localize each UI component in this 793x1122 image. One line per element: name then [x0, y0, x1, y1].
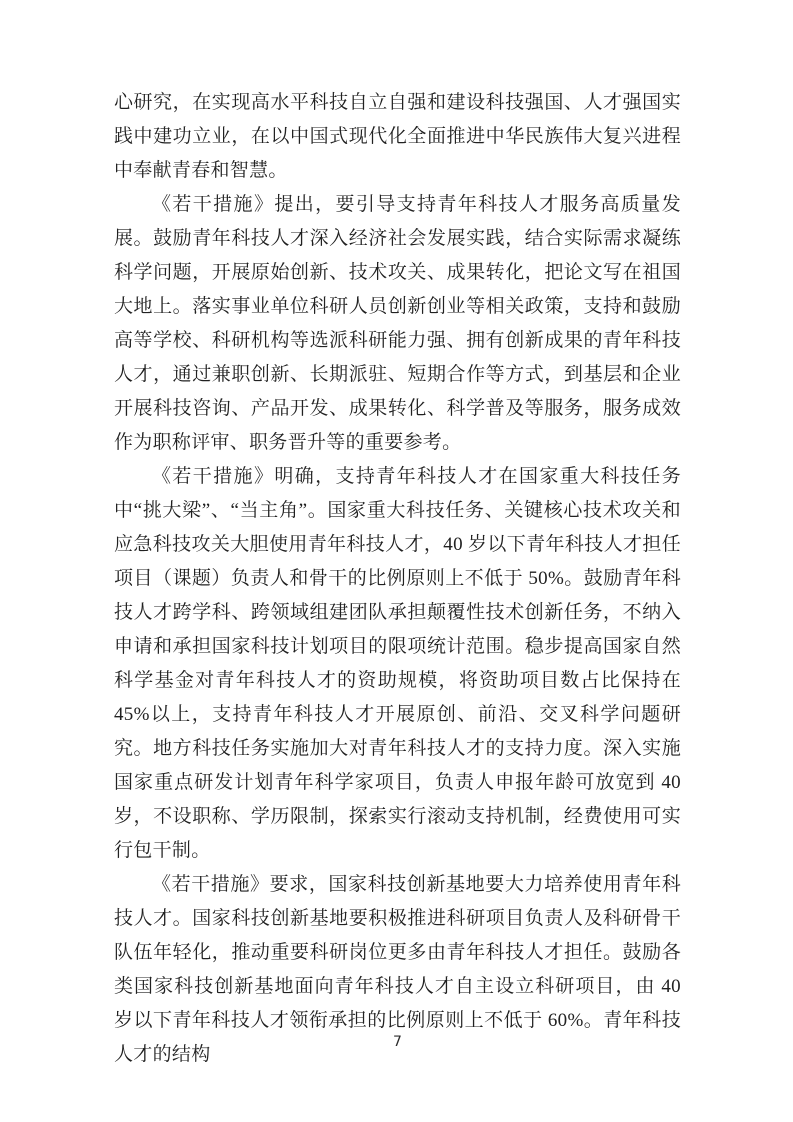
paragraph: 《若干措施》提出，要引导支持青年科技人才服务高质量发展。鼓励青年科技人才深入经济社会发展实践，结合实际需求凝练科学问题，开展原始创新、技术攻关、成果转化，把论文写在祖国大地上。落实事业单位科研人员创新创业等相关政策，支持和鼓励高等学校、科研机构等选派科研能力强、拥有创新成果的青年科技人才，通过兼职创新、长期派驻、短期合作等方式，到基层和企业开展科技咨询、产品开发、成果转化、科学普及等服务，服务成效作为职称评审、职务晋升等的重要参考。	[114, 194, 681, 453]
paragraph: 心研究，在实现高水平科技自立自强和建设科技强国、人才强国实践中建功立业，在以中国式现代化全面推进中华民族伟大复兴进程中奉献青春和智慧。	[114, 92, 681, 181]
paragraph: 《若干措施》要求，国家科技创新基地要大力培养使用青年科技人才。国家科技创新基地要积极推进科研项目负责人及科研骨干队伍年轻化，推动重要科研岗位更多由青年科技人才担任。鼓励各类国家科技创新基地面向青年科技人才自主设立科研项目，由 40 岁以下青年科技人才领衔承担的比例原则上不低于 60%。青年科技人才的结构	[114, 874, 681, 1065]
document-body	[114, 86, 681, 1072]
paragraph: 《若干措施》明确，支持青年科技人才在国家重大科技任务中“挑大梁”、“当主角”。国家重大科技任务、关键核心技术攻关和应急科技攻关大胆使用青年科技人才，40 岁以下青年科技人才担任项目（课题）负责人和骨干的比例原则上不低于 50%。鼓励青年科技人才跨学科、跨领域组建团队承担颠覆性技术创新任务，不纳入申请和承担国家科技计划项目的限项统计范围。稳步提高国家自然科学基金对青年科技人才的资助规模，将资助项目数占比保持在 45%以上，支持青年科技人才开展原创、前沿、交叉科学问题研究。地方科技任务实施加大对青年科技人才的支持力度。深入实施国家重点研发计划青年科学家项目，负责人申报年龄可放宽到 40 岁，不设职称、学历限制，探索实行滚动支持机制，经费使用可实行包干制。	[114, 466, 681, 861]
page-footer	[114, 1033, 681, 1051]
page-number: 7	[393, 1034, 402, 1050]
